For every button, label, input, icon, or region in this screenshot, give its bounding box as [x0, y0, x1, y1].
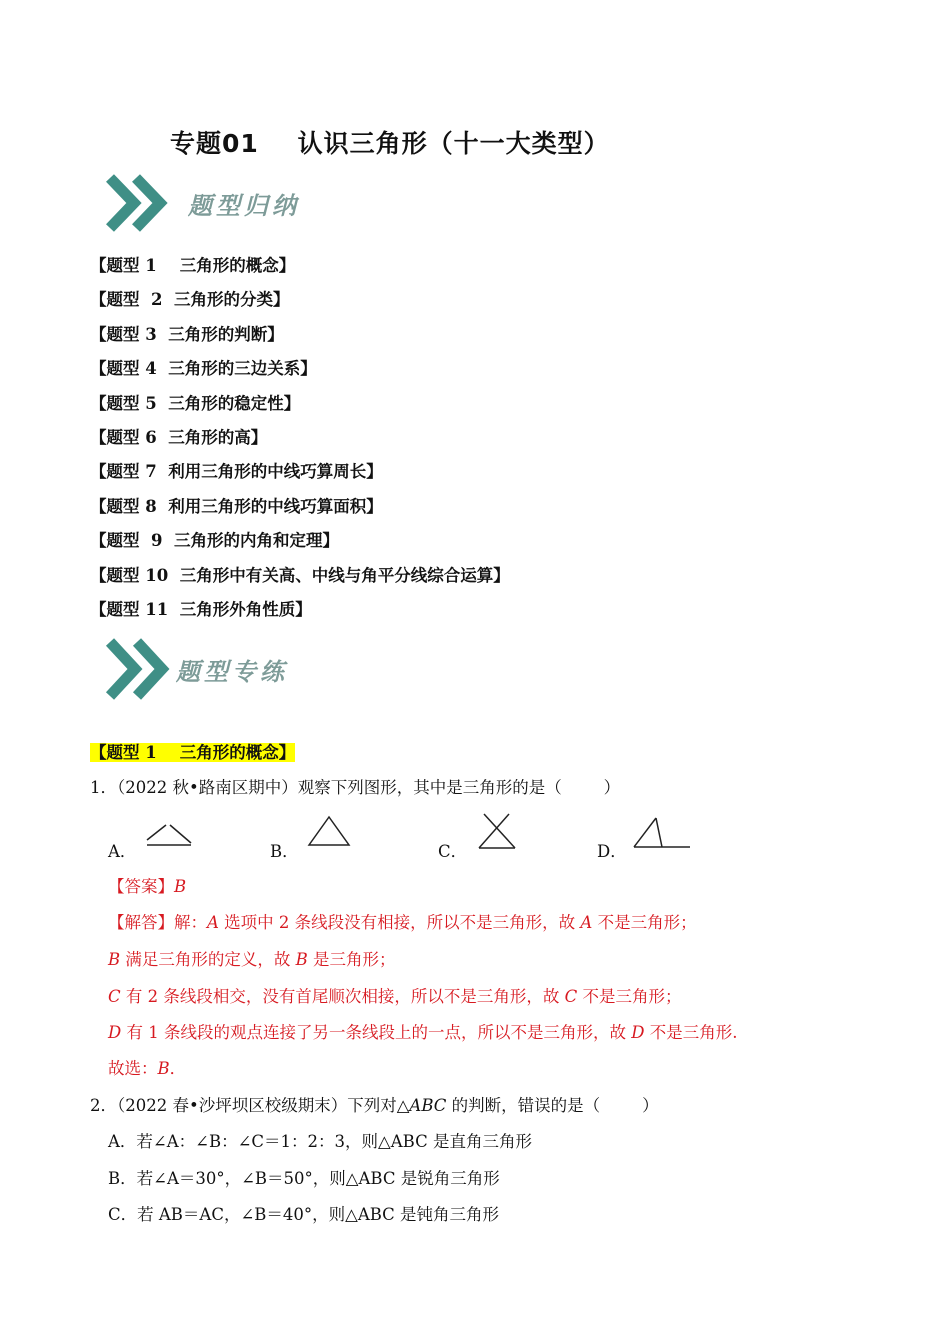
toc-item: 【题型 9 三角形的内角和定理】 — [90, 531, 339, 550]
q1-choice: 故选：B． — [108, 1059, 187, 1078]
q2-option-a: A．若∠A：∠B：∠C＝1：2：3，则△ABC 是直角三角形 — [108, 1132, 532, 1151]
section-banner-practice — [104, 636, 324, 702]
q1-option-d-label: D． — [597, 842, 627, 861]
q1-option-b-label: B． — [270, 842, 299, 861]
q1-solution-line: 【解答】解：A 选项中 2 条线段没有相接，所以不是三角形，故 A 不是三角形； — [108, 913, 697, 932]
toc-item: 【题型 1 三角形的概念】 — [90, 256, 296, 275]
toc-item: 【题型 2 三角形的分类】 — [90, 290, 290, 309]
q1-option-c-figure — [476, 812, 518, 850]
page-title: 专题01 认识三角形（十一大类型） — [170, 129, 610, 158]
q2-option-c: C．若 AB＝AC，∠B＝40°，则△ABC 是钝角三角形 — [108, 1205, 500, 1224]
q1-answer: 【答案】B — [108, 877, 187, 896]
q1-option-a-figure — [144, 822, 194, 848]
double-chevron-icon — [104, 636, 176, 702]
q1-option-b-figure — [306, 814, 352, 848]
toc-item: 【题型 5 三角形的稳定性】 — [90, 394, 301, 413]
toc-item: 【题型 7 利用三角形的中线巧算周长】 — [90, 462, 383, 481]
toc-item: 【题型 6 三角形的高】 — [90, 428, 268, 447]
q1-option-c-label: C． — [438, 842, 468, 861]
toc-item: 【题型 10 三角形中有关高、中线与角平分线综合运算】 — [90, 566, 510, 585]
question-2-stem: 2．（2022 春•沙坪坝区校级期末）下列对△ABC 的判断，错误的是（ ） — [90, 1096, 659, 1115]
banner-title: 题型专练 — [176, 657, 288, 686]
q1-option-d-figure — [632, 815, 692, 849]
q1-solution-line: D 有 1 条线段的观点连接了另一条线段上的一点，所以不是三角形，故 D 不是三角形. — [108, 1023, 738, 1042]
q1-option-a-label: A． — [108, 842, 137, 861]
q2-option-b: B．若∠A＝30°，∠B＝50°，则△ABC 是锐角三角形 — [108, 1169, 500, 1188]
toc-item: 【题型 11 三角形外角性质】 — [90, 600, 312, 619]
toc-item: 【题型 8 利用三角形的中线巧算面积】 — [90, 497, 383, 516]
toc-item: 【题型 3 三角形的判断】 — [90, 325, 284, 344]
q1-solution-line: B 满足三角形的定义，故 B 是三角形； — [108, 950, 396, 969]
double-chevron-icon — [104, 172, 174, 234]
highlighted-heading: 【题型 1 三角形的概念】 — [90, 743, 296, 762]
section-heading — [90, 739, 295, 763]
banner-title: 题型归纳 — [188, 191, 300, 220]
section-banner-summary — [104, 172, 324, 234]
q1-solution-line: C 有 2 条线段相交，没有首尾顺次相接，所以不是三角形，故 C 不是三角形； — [108, 987, 682, 1006]
question-1-stem: 1．（2022 秋•路南区期中）观察下列图形，其中是三角形的是（ ） — [90, 778, 621, 797]
toc-item: 【题型 4 三角形的三边关系】 — [90, 359, 317, 378]
